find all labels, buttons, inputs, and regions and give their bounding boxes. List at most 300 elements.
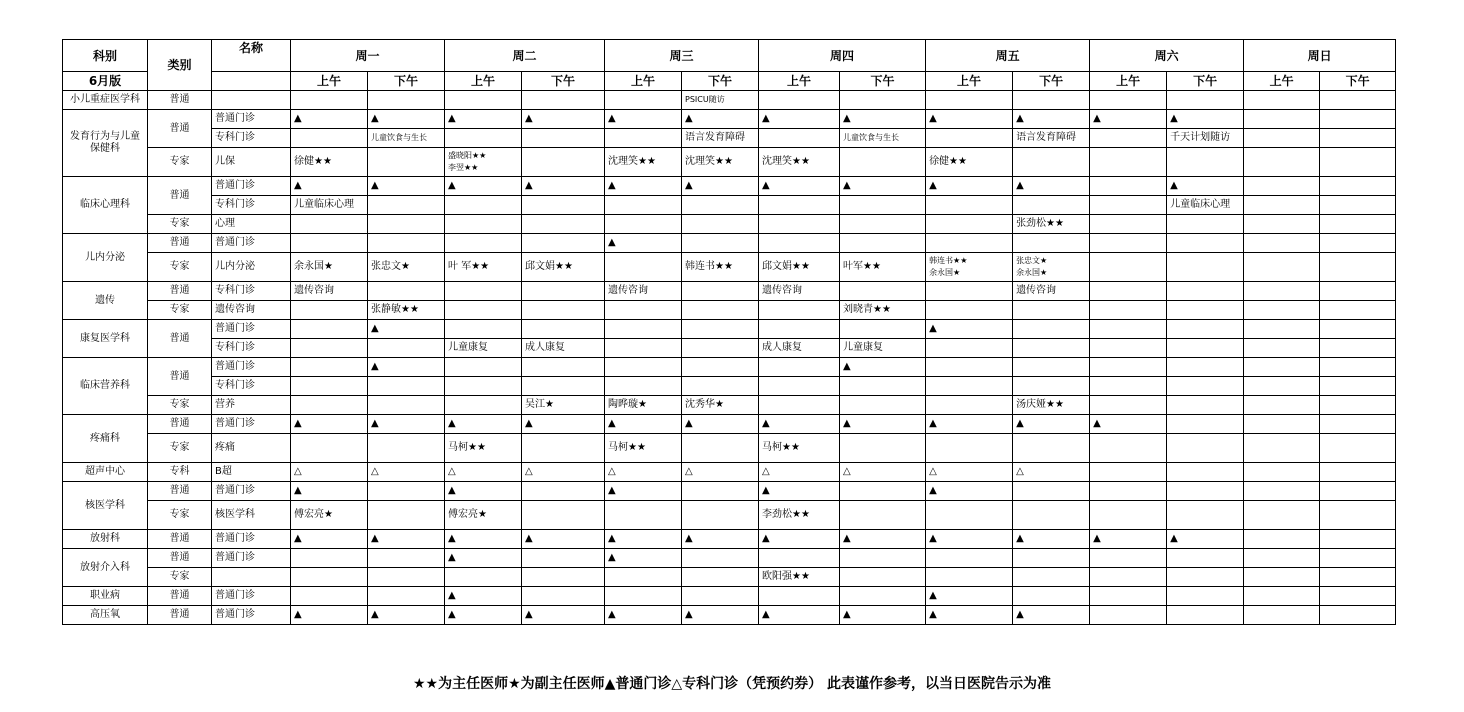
schedule-cell (605, 339, 682, 358)
schedule-cell (522, 320, 605, 339)
schedule-cell (1013, 91, 1090, 110)
department-cell: 临床营养科 (63, 358, 148, 415)
schedule-cell (840, 396, 926, 415)
schedule-cell: ▲ (759, 530, 840, 549)
schedule-cell (445, 301, 522, 320)
schedule-cell (1167, 301, 1244, 320)
header-type: 类别 (148, 40, 212, 91)
schedule-cell (840, 434, 926, 463)
schedule-cell (1090, 463, 1167, 482)
clinic-name-cell: 普通门诊 (212, 415, 291, 434)
schedule-cell (840, 587, 926, 606)
schedule-cell (1244, 339, 1320, 358)
schedule-cell (840, 482, 926, 501)
schedule-row (63, 606, 1396, 625)
schedule-cell (445, 320, 522, 339)
schedule-cell (840, 91, 926, 110)
schedule-cell (1167, 501, 1244, 530)
schedule-cell: 张劲松★★ (1013, 215, 1090, 234)
schedule-cell: 叶 军★★ (445, 253, 522, 282)
schedule-cell: ▲ (926, 177, 1013, 196)
header-am: 上午 (291, 72, 368, 91)
schedule-cell: 汤庆娅★★ (1013, 396, 1090, 415)
schedule-cell (926, 196, 1013, 215)
schedule-cell (1320, 482, 1396, 501)
category-cell: 普通 (148, 587, 212, 606)
schedule-cell (1320, 587, 1396, 606)
schedule-row (63, 434, 1396, 463)
header-name: 名称 (212, 40, 291, 72)
schedule-cell (445, 396, 522, 415)
schedule-cell (1244, 215, 1320, 234)
department-cell: 核医学科 (63, 482, 148, 530)
schedule-cell: ▲ (445, 177, 522, 196)
schedule-cell: 邱文娟★★ (522, 253, 605, 282)
schedule-cell: △ (445, 463, 522, 482)
schedule-cell (522, 301, 605, 320)
schedule-cell (1244, 396, 1320, 415)
schedule-cell (1090, 549, 1167, 568)
schedule-cell: ▲ (445, 110, 522, 129)
schedule-cell (1320, 568, 1396, 587)
schedule-cell (605, 215, 682, 234)
schedule-cell: ▲ (522, 415, 605, 434)
schedule-cell (445, 282, 522, 301)
schedule-cell: ▲ (605, 234, 682, 253)
schedule-cell: 叶军★★ (840, 253, 926, 282)
clinic-schedule-table (62, 39, 1396, 625)
schedule-cell (1320, 110, 1396, 129)
schedule-cell (1320, 253, 1396, 282)
schedule-cell (445, 215, 522, 234)
schedule-cell (522, 234, 605, 253)
schedule-cell (926, 377, 1013, 396)
schedule-cell: ▲ (522, 110, 605, 129)
schedule-cell: ▲ (445, 482, 522, 501)
schedule-cell (291, 91, 368, 110)
clinic-name-cell: 普通门诊 (212, 358, 291, 377)
header-day-thu: 周四 (759, 40, 926, 72)
schedule-cell (759, 301, 840, 320)
schedule-cell (291, 339, 368, 358)
schedule-cell: 儿童康复 (445, 339, 522, 358)
category-cell: 普通 (148, 415, 212, 434)
category-cell: 普通 (148, 320, 212, 358)
schedule-cell (445, 234, 522, 253)
schedule-cell: △ (840, 463, 926, 482)
category-cell: 普通 (148, 282, 212, 301)
schedule-cell: ▲ (368, 110, 445, 129)
schedule-cell (1090, 320, 1167, 339)
schedule-cell (1320, 282, 1396, 301)
schedule-cell: ▲ (759, 177, 840, 196)
schedule-cell: △ (1013, 463, 1090, 482)
schedule-cell: ▲ (840, 530, 926, 549)
schedule-cell (368, 196, 445, 215)
category-cell: 专家 (148, 253, 212, 282)
schedule-cell (522, 549, 605, 568)
clinic-name-cell: 普通门诊 (212, 234, 291, 253)
schedule-cell: 盛晓阳★★ 李翌★★ (445, 148, 522, 177)
schedule-cell (368, 377, 445, 396)
schedule-cell (368, 148, 445, 177)
schedule-cell (605, 358, 682, 377)
schedule-cell (759, 587, 840, 606)
schedule-cell (1013, 482, 1090, 501)
schedule-cell: 韩连书★★ 余永国★ (926, 253, 1013, 282)
header-pm: 下午 (368, 72, 445, 91)
schedule-cell (1013, 501, 1090, 530)
schedule-cell (1320, 434, 1396, 463)
schedule-cell: 千天计划随访 (1167, 129, 1244, 148)
department-cell: 放射介入科 (63, 549, 148, 587)
schedule-cell (1167, 282, 1244, 301)
schedule-row (63, 568, 1396, 587)
schedule-cell (1090, 396, 1167, 415)
schedule-cell (1320, 177, 1396, 196)
category-cell: 专科 (148, 463, 212, 482)
schedule-cell (1090, 91, 1167, 110)
header-am: 上午 (926, 72, 1013, 91)
clinic-name-cell: 普通门诊 (212, 110, 291, 129)
schedule-row (63, 148, 1396, 177)
schedule-cell: △ (522, 463, 605, 482)
department-cell: 超声中心 (63, 463, 148, 482)
header-pm: 下午 (1013, 72, 1090, 91)
schedule-cell: 遗传咨询 (291, 282, 368, 301)
schedule-cell (1320, 91, 1396, 110)
schedule-cell (1244, 196, 1320, 215)
schedule-cell (605, 196, 682, 215)
clinic-name-cell: 普通门诊 (212, 606, 291, 625)
schedule-row (63, 110, 1396, 129)
schedule-cell (1244, 91, 1320, 110)
schedule-cell (1013, 549, 1090, 568)
schedule-cell (840, 568, 926, 587)
schedule-cell (1013, 339, 1090, 358)
schedule-cell: 李劲松★★ (759, 501, 840, 530)
schedule-cell: △ (605, 463, 682, 482)
schedule-cell (1167, 587, 1244, 606)
schedule-cell (1167, 358, 1244, 377)
schedule-cell (368, 396, 445, 415)
schedule-row (63, 501, 1396, 530)
schedule-cell (291, 320, 368, 339)
schedule-cell: ▲ (840, 606, 926, 625)
schedule-cell: ▲ (1013, 530, 1090, 549)
clinic-name-cell: 遗传咨询 (212, 301, 291, 320)
schedule-cell: ▲ (605, 482, 682, 501)
schedule-cell: ▲ (926, 482, 1013, 501)
legend-note: ★★为主任医师★为副主任医师▲普通门诊△专科门诊（凭预约券） 此表谨作参考，以当日医院告示为准 (412, 676, 1052, 692)
schedule-cell: 吴江★ (522, 396, 605, 415)
schedule-cell: ▲ (445, 549, 522, 568)
schedule-cell: ▲ (926, 530, 1013, 549)
schedule-cell (926, 339, 1013, 358)
schedule-cell (1013, 148, 1090, 177)
schedule-cell (1013, 234, 1090, 253)
schedule-cell (840, 148, 926, 177)
schedule-cell (605, 301, 682, 320)
schedule-cell (605, 587, 682, 606)
schedule-cell (926, 568, 1013, 587)
schedule-cell: 欧阳强★★ (759, 568, 840, 587)
schedule-cell: 沈理笑★★ (759, 148, 840, 177)
schedule-cell (522, 148, 605, 177)
schedule-cell: ▲ (1167, 110, 1244, 129)
schedule-cell: 马柯★★ (445, 434, 522, 463)
schedule-cell (368, 587, 445, 606)
schedule-cell (368, 339, 445, 358)
schedule-cell (522, 568, 605, 587)
schedule-cell: 张静敏★★ (368, 301, 445, 320)
schedule-cell (522, 501, 605, 530)
schedule-cell: ▲ (926, 110, 1013, 129)
schedule-cell (1320, 606, 1396, 625)
schedule-cell: ▲ (605, 177, 682, 196)
schedule-cell (926, 215, 1013, 234)
schedule-cell: ▲ (682, 110, 759, 129)
schedule-cell (1090, 282, 1167, 301)
header-name-blank (212, 72, 291, 91)
schedule-cell (759, 91, 840, 110)
schedule-cell: ▲ (368, 415, 445, 434)
schedule-cell: ▲ (840, 415, 926, 434)
schedule-cell: ▲ (1167, 530, 1244, 549)
schedule-body (63, 40, 1396, 625)
schedule-cell: 傅宏亮★ (445, 501, 522, 530)
schedule-cell (1320, 415, 1396, 434)
schedule-cell: 邱文娟★★ (759, 253, 840, 282)
schedule-cell (1167, 91, 1244, 110)
schedule-cell: ▲ (1013, 415, 1090, 434)
category-cell: 专家 (148, 434, 212, 463)
schedule-cell: 徐健★★ (291, 148, 368, 177)
schedule-cell (1320, 215, 1396, 234)
schedule-cell (1013, 301, 1090, 320)
schedule-cell (522, 215, 605, 234)
header-am: 上午 (1090, 72, 1167, 91)
schedule-cell (605, 91, 682, 110)
header-pm: 下午 (1167, 72, 1244, 91)
schedule-row (63, 358, 1396, 377)
schedule-cell (926, 549, 1013, 568)
clinic-name-cell: 疼痛 (212, 434, 291, 463)
category-cell: 普通 (148, 110, 212, 148)
schedule-row (63, 530, 1396, 549)
schedule-cell: ▲ (1090, 110, 1167, 129)
schedule-cell (840, 215, 926, 234)
schedule-cell (368, 282, 445, 301)
schedule-cell (1090, 358, 1167, 377)
schedule-cell (1244, 501, 1320, 530)
schedule-cell (1320, 549, 1396, 568)
schedule-cell: ▲ (522, 530, 605, 549)
schedule-cell (682, 377, 759, 396)
header-day-sat: 周六 (1090, 40, 1244, 72)
schedule-cell (1244, 530, 1320, 549)
schedule-cell: 成人康复 (522, 339, 605, 358)
schedule-cell (759, 196, 840, 215)
schedule-cell: 成人康复 (759, 339, 840, 358)
clinic-name-cell: 普通门诊 (212, 177, 291, 196)
department-cell: 职业病 (63, 587, 148, 606)
schedule-cell (291, 129, 368, 148)
schedule-cell (1320, 463, 1396, 482)
schedule-cell (445, 91, 522, 110)
clinic-name-cell: 专科门诊 (212, 196, 291, 215)
schedule-cell (1167, 339, 1244, 358)
schedule-row (63, 339, 1396, 358)
category-cell: 普通 (148, 91, 212, 110)
schedule-cell: ▲ (682, 177, 759, 196)
schedule-cell (1090, 568, 1167, 587)
clinic-name-cell: 普通门诊 (212, 530, 291, 549)
schedule-cell: 陶晔璇★ (605, 396, 682, 415)
department-cell: 疼痛科 (63, 415, 148, 463)
schedule-row (63, 91, 1396, 110)
schedule-cell: ▲ (605, 415, 682, 434)
category-cell: 普通 (148, 358, 212, 396)
schedule-row (63, 377, 1396, 396)
schedule-cell: ▲ (291, 177, 368, 196)
schedule-row (63, 234, 1396, 253)
schedule-cell: ▲ (291, 415, 368, 434)
schedule-cell (682, 434, 759, 463)
schedule-cell (926, 301, 1013, 320)
schedule-cell: ▲ (291, 110, 368, 129)
schedule-cell (1244, 549, 1320, 568)
clinic-name-cell: B超 (212, 463, 291, 482)
schedule-cell (1320, 301, 1396, 320)
department-cell: 遗传 (63, 282, 148, 320)
schedule-cell (1090, 196, 1167, 215)
schedule-cell (1090, 377, 1167, 396)
schedule-cell (759, 234, 840, 253)
schedule-cell: △ (291, 463, 368, 482)
schedule-cell (840, 501, 926, 530)
schedule-cell: ▲ (291, 530, 368, 549)
schedule-cell (445, 196, 522, 215)
schedule-cell (1013, 320, 1090, 339)
schedule-cell (1013, 568, 1090, 587)
schedule-cell (682, 301, 759, 320)
header-pm: 下午 (840, 72, 926, 91)
schedule-cell (1320, 530, 1396, 549)
schedule-cell (368, 482, 445, 501)
clinic-name-cell: 普通门诊 (212, 549, 291, 568)
department-cell: 儿内分泌 (63, 234, 148, 282)
department-cell: 康复医学科 (63, 320, 148, 358)
schedule-cell (291, 396, 368, 415)
schedule-cell (1320, 396, 1396, 415)
header-day-fri: 周五 (926, 40, 1090, 72)
schedule-cell (1244, 110, 1320, 129)
schedule-cell (1244, 587, 1320, 606)
schedule-cell (840, 282, 926, 301)
schedule-cell (1320, 234, 1396, 253)
department-cell: 放射科 (63, 530, 148, 549)
schedule-cell (1167, 215, 1244, 234)
header-am: 上午 (445, 72, 522, 91)
schedule-cell: ▲ (1013, 177, 1090, 196)
department-cell: 发育行为与儿童保健科 (63, 110, 148, 177)
schedule-cell (1090, 434, 1167, 463)
schedule-cell: 沈理笑★★ (605, 148, 682, 177)
schedule-cell (759, 215, 840, 234)
schedule-cell: ▲ (1090, 415, 1167, 434)
schedule-cell (368, 91, 445, 110)
schedule-row (63, 549, 1396, 568)
header-day-tue: 周二 (445, 40, 605, 72)
schedule-cell (926, 358, 1013, 377)
category-cell: 普通 (148, 606, 212, 625)
schedule-cell (522, 129, 605, 148)
schedule-cell (1244, 234, 1320, 253)
header-row-halfday (63, 72, 1396, 91)
schedule-cell (1320, 320, 1396, 339)
schedule-cell: ▲ (926, 320, 1013, 339)
schedule-cell (368, 568, 445, 587)
schedule-cell (368, 501, 445, 530)
schedule-cell (1244, 377, 1320, 396)
schedule-cell (605, 129, 682, 148)
schedule-cell: 余永国★ (291, 253, 368, 282)
schedule-cell (445, 377, 522, 396)
clinic-name-cell: 营养 (212, 396, 291, 415)
schedule-cell (759, 129, 840, 148)
category-cell: 专家 (148, 301, 212, 320)
schedule-cell: 儿童临床心理 (1167, 196, 1244, 215)
department-cell: 高压氧 (63, 606, 148, 625)
schedule-cell (291, 358, 368, 377)
schedule-cell (1244, 129, 1320, 148)
schedule-cell (926, 434, 1013, 463)
schedule-cell (1090, 501, 1167, 530)
schedule-cell (682, 234, 759, 253)
schedule-cell: 儿童康复 (840, 339, 926, 358)
schedule-row (63, 463, 1396, 482)
schedule-cell: ▲ (445, 530, 522, 549)
schedule-row (63, 320, 1396, 339)
schedule-cell: △ (926, 463, 1013, 482)
schedule-cell (291, 549, 368, 568)
clinic-name-cell: 普通门诊 (212, 587, 291, 606)
clinic-name-cell: 心理 (212, 215, 291, 234)
header-am: 上午 (759, 72, 840, 91)
schedule-cell (522, 358, 605, 377)
clinic-name-cell: 儿保 (212, 148, 291, 177)
schedule-cell (1167, 482, 1244, 501)
schedule-cell: 张忠文★ (368, 253, 445, 282)
schedule-cell (1090, 482, 1167, 501)
schedule-row (63, 196, 1396, 215)
schedule-cell: ▲ (759, 110, 840, 129)
schedule-cell (605, 320, 682, 339)
header-pm: 下午 (522, 72, 605, 91)
category-cell: 专家 (148, 396, 212, 415)
clinic-name-cell: 专科门诊 (212, 339, 291, 358)
schedule-cell: ▲ (605, 530, 682, 549)
version-label: 6月版 (63, 72, 148, 91)
schedule-cell (1090, 339, 1167, 358)
schedule-cell (926, 501, 1013, 530)
schedule-cell (1167, 396, 1244, 415)
schedule-cell (926, 282, 1013, 301)
category-cell: 普通 (148, 530, 212, 549)
schedule-row (63, 129, 1396, 148)
schedule-cell (605, 501, 682, 530)
